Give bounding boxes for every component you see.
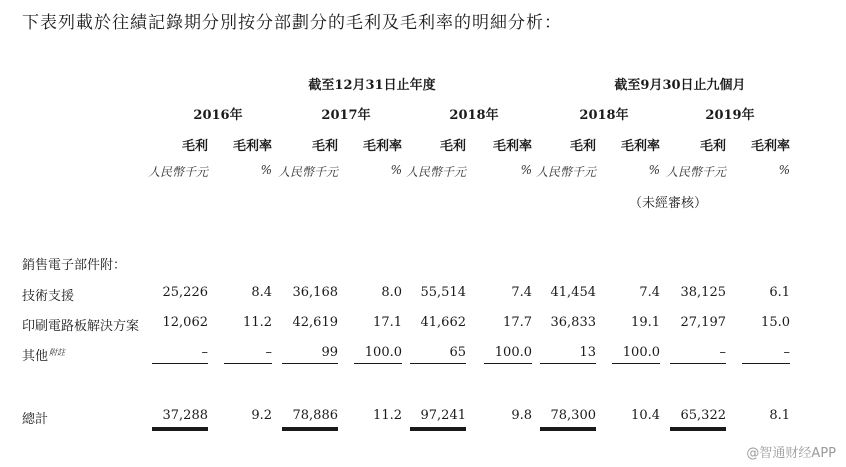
table-cell: 100.0 bbox=[364, 345, 402, 360]
total-cell: 78,886 bbox=[292, 408, 338, 423]
unit-percent: % bbox=[520, 163, 532, 177]
col-header-gross-profit: 毛利 bbox=[181, 139, 208, 154]
table-cell: 15.0 bbox=[761, 315, 790, 330]
subtotal-rule bbox=[282, 363, 338, 364]
table-cell: – bbox=[201, 345, 208, 360]
total-cell: 10.4 bbox=[631, 408, 660, 423]
intro-text: 下表列載於往績記錄期分別按分部劃分的毛利及毛利率的明細分析： bbox=[22, 13, 562, 33]
table-cell: 38,125 bbox=[680, 285, 726, 300]
row-label: 印刷電路板解決方案 bbox=[22, 319, 140, 334]
unit-percent: % bbox=[260, 163, 272, 177]
table-cell: 65 bbox=[449, 345, 466, 360]
table-cell: 100.0 bbox=[494, 345, 532, 360]
col-header-margin: 毛利率 bbox=[362, 139, 402, 154]
table-cell: 12,062 bbox=[162, 315, 208, 330]
row-label: 技術支援 bbox=[22, 289, 75, 304]
year-header: 2019年 bbox=[705, 108, 755, 123]
year-header: 2016年 bbox=[193, 108, 243, 123]
table-cell: 8.0 bbox=[381, 285, 402, 300]
table-cell: 17.1 bbox=[373, 315, 402, 330]
total-double-rule bbox=[540, 427, 596, 431]
table-cell: 8.4 bbox=[251, 285, 272, 300]
table-cell: 13 bbox=[579, 345, 596, 360]
total-double-rule bbox=[410, 427, 466, 431]
table-cell: 55,514 bbox=[420, 285, 466, 300]
period-header-nine-months: 截至9月30日止九個月 bbox=[614, 78, 746, 93]
col-header-margin: 毛利率 bbox=[492, 139, 532, 154]
row-label bbox=[22, 345, 65, 364]
table-cell: 41,454 bbox=[550, 285, 596, 300]
subtotal-rule bbox=[742, 363, 790, 364]
col-header-gross-profit: 毛利 bbox=[439, 139, 466, 154]
table-cell: 99 bbox=[321, 345, 338, 360]
subtotal-rule bbox=[612, 363, 660, 364]
total-cell: 11.2 bbox=[373, 408, 402, 423]
unit-rmb-thousand: 人民幣千元 bbox=[147, 165, 208, 179]
year-header: 2018年 bbox=[579, 108, 629, 123]
subtotal-rule bbox=[540, 363, 596, 364]
row-label-text: 其他 bbox=[22, 349, 49, 364]
total-cell: 9.2 bbox=[251, 408, 272, 423]
total-double-rule bbox=[152, 427, 208, 431]
year-header: 2017年 bbox=[321, 108, 371, 123]
unit-percent: % bbox=[778, 163, 790, 177]
unit-rmb-thousand: 人民幣千元 bbox=[277, 165, 338, 179]
subtotal-rule bbox=[670, 363, 726, 364]
table-cell: 11.2 bbox=[243, 315, 272, 330]
table-cell: 36,168 bbox=[292, 285, 338, 300]
subtotal-rule bbox=[354, 363, 402, 364]
table-cell: 27,197 bbox=[680, 315, 726, 330]
col-header-margin: 毛利率 bbox=[620, 139, 660, 154]
table-cell: 7.4 bbox=[639, 285, 660, 300]
subtotal-rule bbox=[152, 363, 208, 364]
total-cell: 8.1 bbox=[769, 408, 790, 423]
table-cell: 7.4 bbox=[511, 285, 532, 300]
subtotal-rule bbox=[410, 363, 466, 364]
table-cell: 25,226 bbox=[162, 285, 208, 300]
col-header-gross-profit: 毛利 bbox=[569, 139, 596, 154]
year-header: 2018年 bbox=[449, 108, 499, 123]
unit-percent: % bbox=[648, 163, 660, 177]
unit-rmb-thousand: 人民幣千元 bbox=[665, 165, 726, 179]
unaudited-note: （未經審核） bbox=[628, 196, 707, 211]
section-label: 銷售電子部件附： bbox=[22, 258, 127, 273]
unit-rmb-thousand: 人民幣千元 bbox=[535, 165, 596, 179]
table-cell: 36,833 bbox=[550, 315, 596, 330]
watermark: @智通财经APP bbox=[746, 446, 836, 461]
table-cell: 6.1 bbox=[769, 285, 790, 300]
unit-rmb-thousand: 人民幣千元 bbox=[405, 165, 466, 179]
footnote-marker: 附註 bbox=[49, 347, 66, 357]
period-header-year-end: 截至12月31日止年度 bbox=[308, 78, 436, 93]
table-cell: 17.7 bbox=[503, 315, 532, 330]
table-cell: – bbox=[265, 345, 272, 360]
col-header-margin: 毛利率 bbox=[232, 139, 272, 154]
unit-percent: % bbox=[390, 163, 402, 177]
table-cell: 42,619 bbox=[292, 315, 338, 330]
table-cell: 41,662 bbox=[420, 315, 466, 330]
total-label: 總計 bbox=[22, 412, 49, 427]
table-cell: – bbox=[783, 345, 790, 360]
table-cell: – bbox=[719, 345, 726, 360]
table-cell: 100.0 bbox=[622, 345, 660, 360]
total-cell: 78,300 bbox=[550, 408, 596, 423]
total-cell: 65,322 bbox=[680, 408, 726, 423]
col-header-gross-profit: 毛利 bbox=[699, 139, 726, 154]
total-cell: 37,288 bbox=[162, 408, 208, 423]
table-cell: 19.1 bbox=[631, 315, 660, 330]
total-cell: 9.8 bbox=[511, 408, 532, 423]
total-cell: 97,241 bbox=[420, 408, 466, 423]
total-double-rule bbox=[670, 427, 726, 431]
total-double-rule bbox=[282, 427, 338, 431]
subtotal-rule bbox=[484, 363, 532, 364]
col-header-gross-profit: 毛利 bbox=[311, 139, 338, 154]
subtotal-rule bbox=[224, 363, 272, 364]
col-header-margin: 毛利率 bbox=[750, 139, 790, 154]
